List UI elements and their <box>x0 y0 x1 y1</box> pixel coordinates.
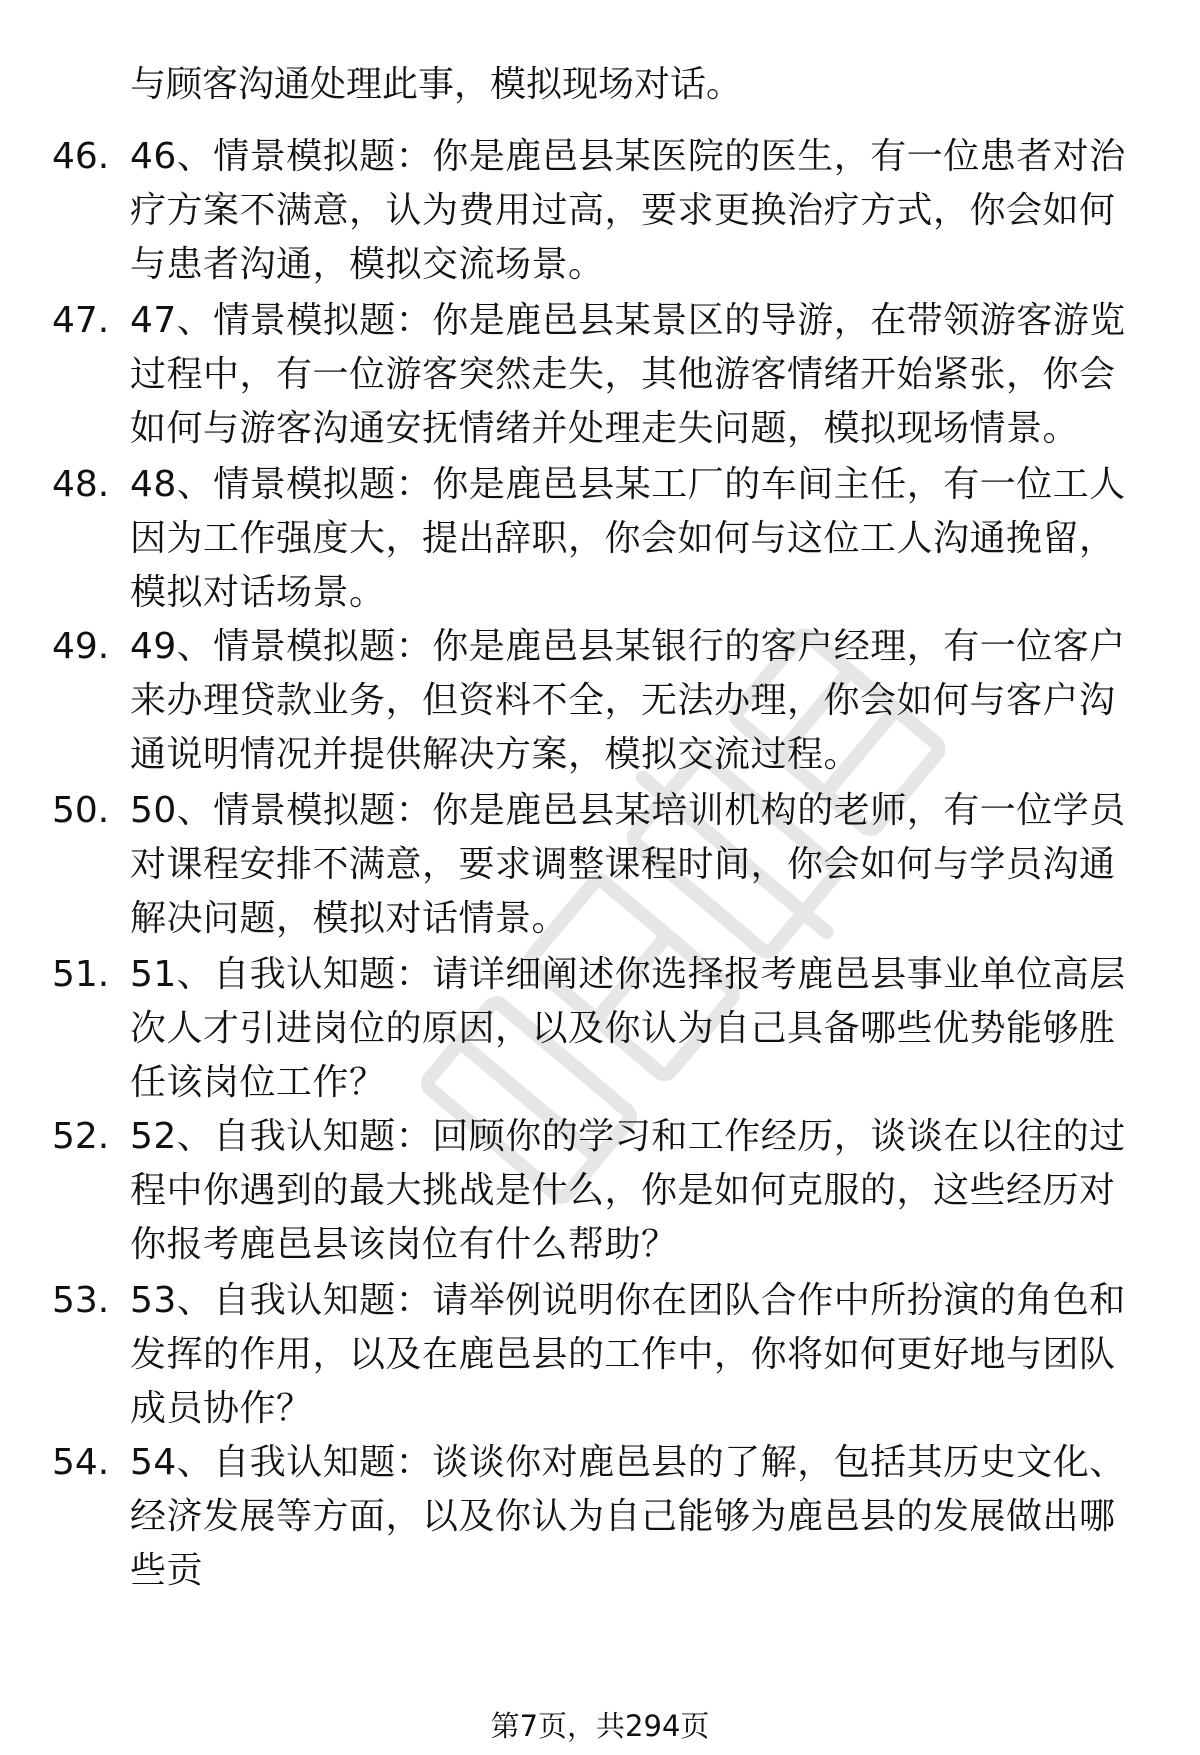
item-number: 47. <box>52 300 110 341</box>
item-number: 53. <box>52 1280 110 1321</box>
page-footer: 第7页，共294页 <box>490 1709 710 1743</box>
item-number: 46. <box>52 136 110 177</box>
item-text: 52、自我认知题：回顾你的学习和工作经历，谈谈在以往的过程中你遇到的最大挑战是什么，你是如何克服的，这些经历对你报考鹿邑县该岗位有什么帮助？ <box>130 1116 1126 1265</box>
item-text: 51、自我认知题：请详细阐述你选择报考鹿邑县事业单位高层次人才引进岗位的原因，以及你认为自己具备哪些优势能够胜任该岗位工作？ <box>130 954 1126 1103</box>
continuation-text: 与顾客沟通处理此事，模拟现场对话。 <box>130 64 743 105</box>
item-text: 50、情景模拟题：你是鹿邑县某培训机构的老师，有一位学员对课程安排不满意，要求调整课程时间，你会如何与学员沟通解决问题，模拟对话情景。 <box>130 790 1126 939</box>
item-number: 51. <box>52 954 110 995</box>
item-text: 46、情景模拟题：你是鹿邑县某医院的医生，有一位患者对治疗方案不满意，认为费用过高，要求更换治疗方式，你会如何与患者沟通，模拟交流场景。 <box>130 136 1126 285</box>
item-number: 48. <box>52 464 110 505</box>
item-text: 54、自我认知题：谈谈你对鹿邑县的了解，包括其历史文化、经济发展等方面，以及你认为自己能够为鹿邑县的发展做出哪些贡 <box>130 1442 1126 1591</box>
item-number: 52. <box>52 1116 110 1157</box>
item-text: 53、自我认知题：请举例说明你在团队合作中所扮演的角色和发挥的作用，以及在鹿邑县的工作中，你将如何更好地与团队成员协作？ <box>130 1280 1126 1429</box>
item-text: 48、情景模拟题：你是鹿邑县某工厂的车间主任，有一位工人因为工作强度大，提出辞职，你会如何与这位工人沟通挽留，模拟对话场景。 <box>130 464 1126 613</box>
item-number: 54. <box>52 1442 110 1483</box>
item-number: 49. <box>52 626 110 667</box>
item-text: 47、情景模拟题：你是鹿邑县某景区的导游，在带领游客游览过程中，有一位游客突然走失，其他游客情绪开始紧张，你会如何与游客沟通安抚情绪并处理走失问题，模拟现场情景。 <box>130 300 1126 449</box>
item-text: 49、情景模拟题：你是鹿邑县某银行的客户经理，有一位客户来办理贷款业务，但资料不全，无法办理，你会如何与客户沟通说明情况并提供解决方案，模拟交流过程。 <box>130 626 1126 775</box>
item-number: 50. <box>52 790 110 831</box>
